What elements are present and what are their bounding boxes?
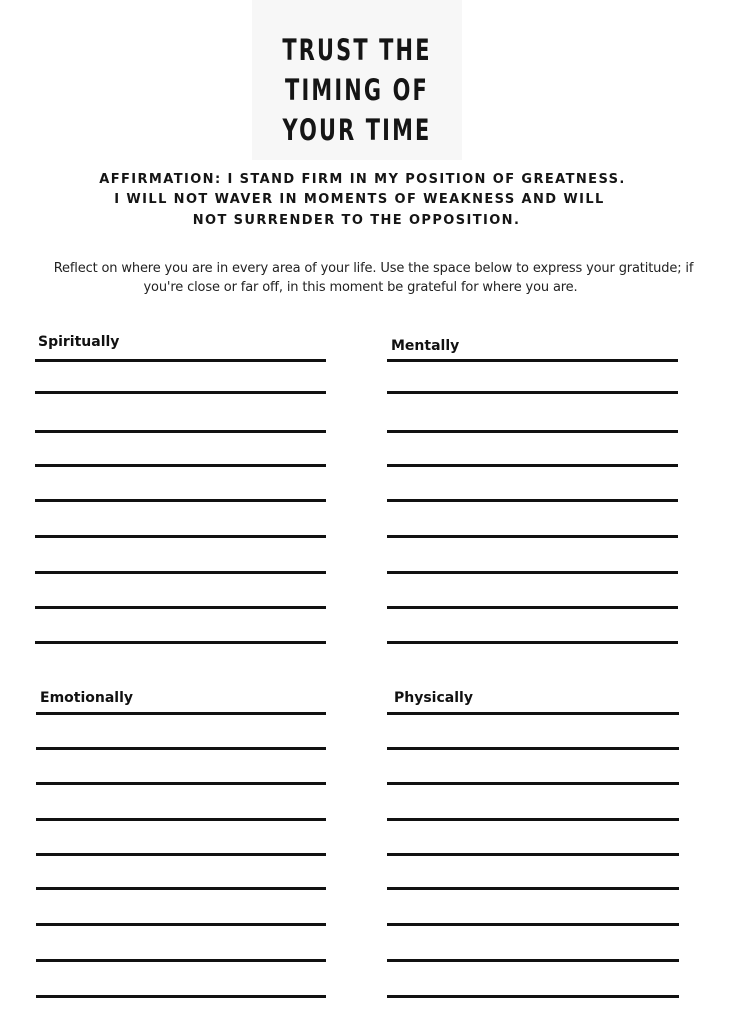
writing-line-spiritually-8[interactable] bbox=[35, 606, 326, 609]
page-title-line-1: TRUST THE bbox=[282, 33, 432, 67]
writing-line-spiritually-3[interactable] bbox=[35, 430, 326, 433]
writing-line-spiritually-1[interactable] bbox=[35, 359, 326, 362]
writing-line-mentally-3[interactable] bbox=[387, 430, 678, 433]
section-label-mentally: Mentally bbox=[391, 338, 460, 354]
title-block bbox=[252, 0, 462, 160]
writing-line-mentally-8[interactable] bbox=[387, 606, 678, 609]
writing-line-spiritually-6[interactable] bbox=[35, 535, 326, 538]
writing-line-spiritually-9[interactable] bbox=[35, 641, 326, 644]
writing-line-spiritually-2[interactable] bbox=[35, 391, 326, 394]
writing-line-mentally-1[interactable] bbox=[387, 359, 678, 362]
writing-line-spiritually-5[interactable] bbox=[35, 499, 326, 502]
page-title-line-3: YOUR TIME bbox=[282, 113, 432, 147]
writing-line-physically-5[interactable] bbox=[387, 853, 679, 856]
writing-line-physically-3[interactable] bbox=[387, 782, 679, 785]
instructions-line-1: Reflect on where you are in every area of your life. Use the space below to express your gratitude; if bbox=[53, 261, 694, 276]
section-label-emotionally: Emotionally bbox=[40, 690, 134, 706]
writing-line-emotionally-5[interactable] bbox=[36, 853, 326, 856]
writing-line-emotionally-7[interactable] bbox=[36, 923, 326, 926]
page-title-line-2: TIMING OF bbox=[285, 73, 429, 107]
writing-line-emotionally-9[interactable] bbox=[36, 995, 326, 998]
writing-line-physically-2[interactable] bbox=[387, 747, 679, 750]
writing-line-emotionally-8[interactable] bbox=[36, 959, 326, 962]
writing-line-emotionally-3[interactable] bbox=[36, 782, 326, 785]
writing-line-mentally-2[interactable] bbox=[387, 391, 678, 394]
writing-line-physically-8[interactable] bbox=[387, 959, 679, 962]
writing-line-physically-9[interactable] bbox=[387, 995, 679, 998]
writing-line-physically-6[interactable] bbox=[387, 887, 679, 890]
section-label-physically: Physically bbox=[394, 690, 473, 706]
writing-line-spiritually-4[interactable] bbox=[35, 464, 326, 467]
writing-line-emotionally-1[interactable] bbox=[36, 712, 326, 715]
writing-line-mentally-6[interactable] bbox=[387, 535, 678, 538]
instructions-line-2: you're close or far off, in this moment be grateful for where you are. bbox=[143, 280, 578, 295]
writing-line-emotionally-4[interactable] bbox=[36, 818, 326, 821]
affirmation-line-3: NOT SURRENDER TO THE OPPOSITION. bbox=[192, 213, 521, 228]
writing-line-emotionally-2[interactable] bbox=[36, 747, 326, 750]
writing-line-spiritually-7[interactable] bbox=[35, 571, 326, 574]
writing-line-mentally-9[interactable] bbox=[387, 641, 678, 644]
writing-line-emotionally-6[interactable] bbox=[36, 887, 326, 890]
section-label-spiritually: Spiritually bbox=[38, 334, 120, 350]
writing-line-mentally-5[interactable] bbox=[387, 499, 678, 502]
affirmation-line-2: I WILL NOT WAVER IN MOMENTS OF WEAKNESS AND WILL bbox=[114, 192, 605, 207]
writing-line-mentally-4[interactable] bbox=[387, 464, 678, 467]
writing-line-physically-7[interactable] bbox=[387, 923, 679, 926]
writing-line-physically-4[interactable] bbox=[387, 818, 679, 821]
writing-line-physically-1[interactable] bbox=[387, 712, 679, 715]
affirmation-line-1: AFFIRMATION: I STAND FIRM IN MY POSITION OF GREATNESS. bbox=[99, 172, 626, 187]
writing-line-mentally-7[interactable] bbox=[387, 571, 678, 574]
